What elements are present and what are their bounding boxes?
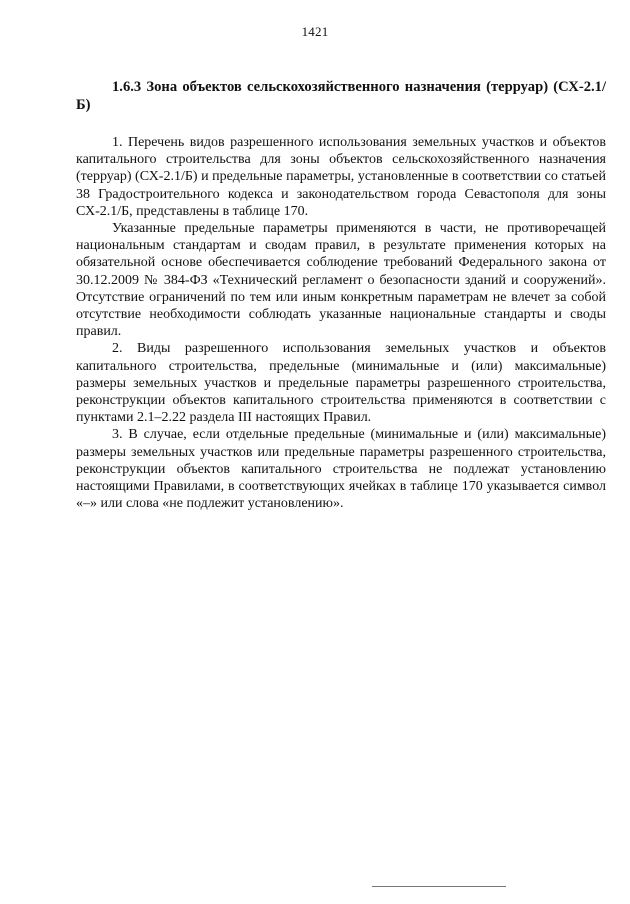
page-number: 1421	[301, 24, 329, 39]
document-body	[76, 78, 606, 512]
paragraph-2: Указанные предельные параметры применяются в части, не противоречащей национальным стандартам и сводам правил, в результате применения которых на обязательной основе обеспечивается соблюдение требований Федерального закона от 30.12.2009 № 384-ФЗ «Технический регламент о безопасности зданий и сооружений». Отсутствие ограничений по тем или иным конкретным параметрам не влечет за собой отсутствие необходимости соблюдать указанные национальные стандарты и своды правил.	[76, 221, 606, 340]
paragraph-1: 1. Перечень видов разрешенного использования земельных участков и объектов капитального строительства для зоны объектов сельскохозяйственного назначения (терруар) (СХ-2.1/Б) и предельные параметры, установленные в соответствии со статьей 38 Градостроительного кодекса и законодательством города Севастополя для зоны СХ-2.1/Б, представлены в таблице 170.	[76, 135, 606, 219]
paragraph-4: 3. В случае, если отдельные предельные (минимальные и (или) максимальные) размеры земельных участков или предельные параметры разрешенного строительства, реконструкции объектов капитального строительства не подлежат установлению настоящими Правилами, в соответствующих ячейках в таблице 170 указывается символ «–» или слова «не подлежит установлению».	[76, 427, 606, 512]
paragraph-3: 2. Виды разрешенного использования земельных участков и объектов капитального строительства, предельные (минимальные и (или) максимальные) размеры земельных участков и предельные параметры разрешенного строительства, реконструкции объектов капитального строительства применяются в соответствии с пунктами 2.1–2.22 раздела III настоящих Правил.	[76, 341, 606, 426]
footer-rule	[372, 886, 506, 887]
section-heading: 1.6.3 Зона объектов сельскохозяйственного назначения (терруар) (СХ-2.1/Б)	[76, 79, 606, 113]
